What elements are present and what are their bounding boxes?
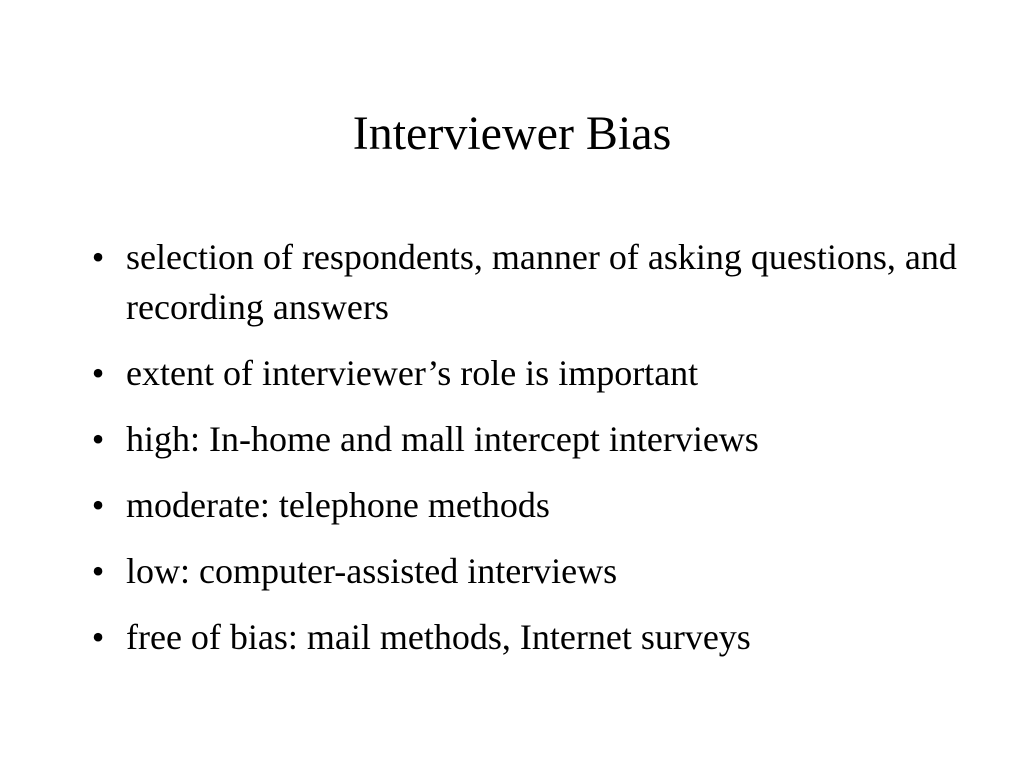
bullet-text: high: In-home and mall intercept interviews: [126, 419, 759, 459]
bullet-item-low: [88, 546, 968, 596]
bullet-icon: •: [91, 353, 105, 393]
bullet-icon: •: [91, 237, 105, 277]
bullet-text: extent of interviewer’s role is important: [126, 353, 699, 393]
bullet-icon: •: [91, 617, 105, 657]
bullet-item-high: [88, 414, 968, 464]
bullet-text: free of bias: mail methods, Internet surveys: [126, 617, 751, 657]
bullet-text: low: computer-assisted interviews: [126, 551, 618, 591]
bullet-item-selection: [88, 232, 968, 332]
slide-title: Interviewer Bias: [352, 107, 672, 160]
bullet-item-extent: [88, 348, 968, 398]
bullet-item-moderate: [88, 480, 968, 530]
bullet-icon: •: [91, 551, 105, 591]
bullet-text: selection of respondents, manner of asking questions, and recording answers: [126, 237, 957, 327]
bullet-item-free-of-bias: [88, 612, 968, 662]
bullet-icon: •: [91, 419, 105, 459]
bullet-text: moderate: telephone methods: [126, 485, 550, 525]
bullet-icon: •: [91, 485, 105, 525]
bullet-list: [88, 232, 968, 678]
